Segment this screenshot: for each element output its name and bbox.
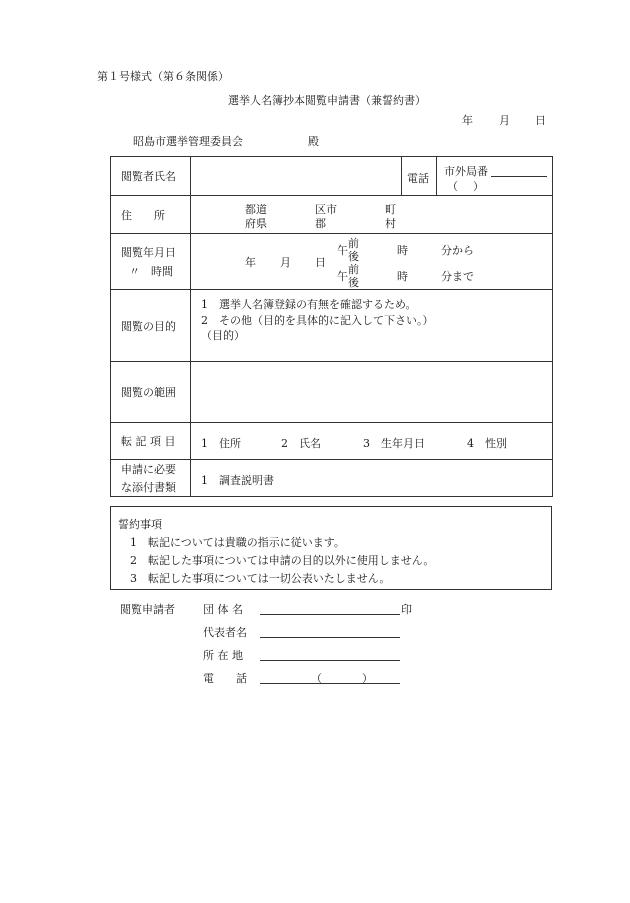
location-input-line[interactable] <box>260 660 400 661</box>
form-number: 第１号様式（第６条関係） <box>97 70 229 83</box>
dt-go-2: 後 <box>348 276 359 289</box>
date-year: 年 <box>462 114 473 127</box>
phone-input-line[interactable] <box>260 683 400 684</box>
location-label: 所 在 地 <box>203 649 243 662</box>
pledge-title: 誓約事項 <box>118 518 162 531</box>
org-label: 団 体 名 <box>203 603 243 616</box>
dt-zen-1: 前 <box>348 237 359 250</box>
transcription-item: 2 氏名 <box>281 437 321 450</box>
dt-month: 月 <box>280 256 291 269</box>
dt-until: 分まで <box>441 270 474 283</box>
addressee-committee: 昭島市選挙管理委員会 <box>133 135 243 148</box>
scope-label: 閲覧の範囲 <box>111 362 191 423</box>
phone-label: 電話 <box>407 172 429 185</box>
dt-day: 日 <box>315 256 326 269</box>
transcription-label: 転 記 項 目 <box>111 423 191 460</box>
org-input-line[interactable] <box>260 614 400 615</box>
phone-label-applicant: 電 話 <box>203 672 247 685</box>
dt-hour-1: 時 <box>397 244 408 257</box>
scope-field[interactable] <box>191 362 553 423</box>
rep-input-line[interactable] <box>260 637 400 638</box>
dt-go-1: 後 <box>348 250 359 263</box>
datetime-label: 閲覧年月日 〃 時間 <box>111 234 191 290</box>
pledge-item: 1 転記については貴職の指示に従います。 <box>130 536 345 549</box>
pledge-box <box>110 506 552 590</box>
seal-mark: 印 <box>401 603 412 616</box>
applicant-label: 閲覧申請者 <box>120 603 175 616</box>
todofuken-bottom: 府県 <box>245 217 267 230</box>
attachments-label: 申請に必要 な添付書類 <box>111 460 191 497</box>
machi-bottom: 村 <box>385 217 396 230</box>
date-month: 月 <box>499 114 510 127</box>
transcription-item: 3 生年月日 <box>363 437 425 450</box>
purpose-item-2: 2 その他（目的を具体的に記入して下さい。） <box>201 314 434 327</box>
machi-top: 町 <box>385 203 396 216</box>
transcription-item: 4 性別 <box>467 437 507 450</box>
attachments-field <box>191 460 553 497</box>
pledge-item: 3 転記した事項については一切公表いたしません。 <box>130 572 391 585</box>
rep-label: 代表者名 <box>203 626 247 639</box>
area-code-paren-close: ） <box>473 180 484 193</box>
transcription-field <box>191 423 553 460</box>
address-label: 住 所 <box>111 196 191 234</box>
purpose-field[interactable] <box>191 290 553 362</box>
area-code-label: 市外局番 <box>444 165 488 178</box>
purpose-sub: （目的） <box>201 329 245 342</box>
kushi-top: 区市 <box>315 203 337 216</box>
kushi-bottom: 郡 <box>315 217 326 230</box>
application-table <box>110 156 553 497</box>
purpose-label: 閲覧の目的 <box>111 290 191 362</box>
dt-year: 年 <box>245 256 256 269</box>
address-field[interactable] <box>191 196 553 234</box>
pledge-item: 2 転記した事項については申請の目的以外に使用しません。 <box>130 554 435 567</box>
area-code-paren-open: （ <box>447 180 458 193</box>
addressee-honorific: 殿 <box>308 135 319 148</box>
phone-paren-close: ） <box>362 672 373 685</box>
datetime-field[interactable] <box>191 234 553 290</box>
form-title: 選挙人名簿抄本閲覧申請書（兼誓約書） <box>228 94 426 107</box>
purpose-item-1: 1 選挙人名簿登録の有無を確認するため。 <box>201 298 417 311</box>
dt-zen-2: 前 <box>348 263 359 276</box>
todofuken-top: 都道 <box>245 203 267 216</box>
viewer-name-label: 閲覧者氏名 <box>111 157 191 196</box>
date-day: 日 <box>535 114 546 127</box>
dt-am-2: 午 <box>337 270 348 283</box>
viewer-name-field[interactable] <box>191 157 553 196</box>
phone-paren-open: （ <box>311 672 322 685</box>
dt-hour-2: 時 <box>397 270 408 283</box>
attachment-item: 1 調査説明書 <box>201 474 274 487</box>
dt-from: 分から <box>441 244 474 257</box>
transcription-item: 1 住所 <box>201 437 241 450</box>
dt-am-1: 午 <box>337 244 348 257</box>
